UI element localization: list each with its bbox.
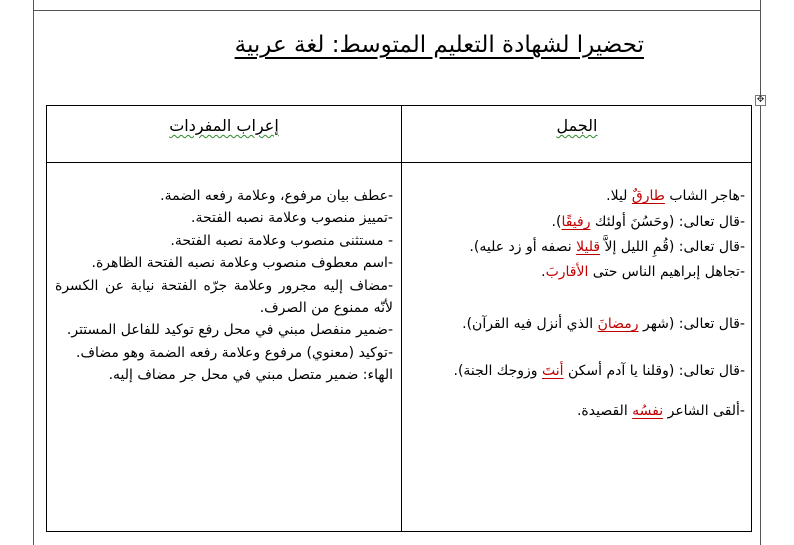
header-parsing: إعراب المفردات (169, 116, 279, 135)
parsing-item: -عطف بيان مرفوع، وعلامة رفعه الضمة. (160, 188, 393, 204)
parsing-table (46, 105, 752, 532)
parsing-item: -توكيد (معنوي) مرفوع وعلامة رفعه الضمة وهو مضاف. (76, 344, 393, 361)
table-move-handle-icon[interactable]: ✥ (756, 95, 765, 105)
sentence-item: -ألقى الشاعر نفسُه القصيدة. (576, 403, 745, 419)
parsing-item: الهاء: ضمير متصل مبني في محل جر مضاف إليه. (108, 367, 393, 384)
parsing-item: - مستثنى منصوب وعلامة نصبه الفتحة. (170, 232, 393, 249)
parsing-column (55, 185, 393, 387)
parsing-item: -مضاف إليه مجرور وعلامة جرّه الفتحة نيابة عن الكسرة لأنّه ممنوع من الصرف. (55, 277, 393, 317)
column-divider (401, 106, 402, 531)
parsing-item: -ضمير منفصل مبني في محل رفع توكيد للفاعل المستتر. (66, 322, 393, 339)
sentence-item: -قال تعالى: (قُمِ الليل إلاَّ قليلا نصفه أو زد عليه). (469, 239, 745, 255)
sentence-item: -قال تعالى: (شهر رمضانَ الذي أنزل فيه القرآن). (462, 316, 745, 332)
parsing-item: -اسم معطوف منصوب وعلامة نصبه الفتحة الظاهرة. (91, 255, 393, 272)
header-sentences: الجمل (556, 116, 598, 135)
header-row-divider (47, 162, 751, 163)
sentence-item: -قال تعالى: (وحَسُنَ أولئك رفيقًا). (551, 214, 745, 230)
sentence-item: -قال تعالى: (وقلنا يا آدم أسكن أنتَ وزوجك الجنة). (453, 363, 745, 379)
sentence-item: -هاجر الشاب طارقٌ ليلا. (606, 188, 745, 204)
parsing-item: -تمييز منصوب وعلامة نصبه الفتحة. (191, 210, 393, 227)
sentences-column (411, 185, 745, 422)
document-title: تحضيرا لشهادة التعليم المتوسط: لغة عربية (234, 32, 644, 58)
sentence-item: -تجاهل إبراهيم الناس حتى الأقاربَ. (541, 264, 745, 280)
